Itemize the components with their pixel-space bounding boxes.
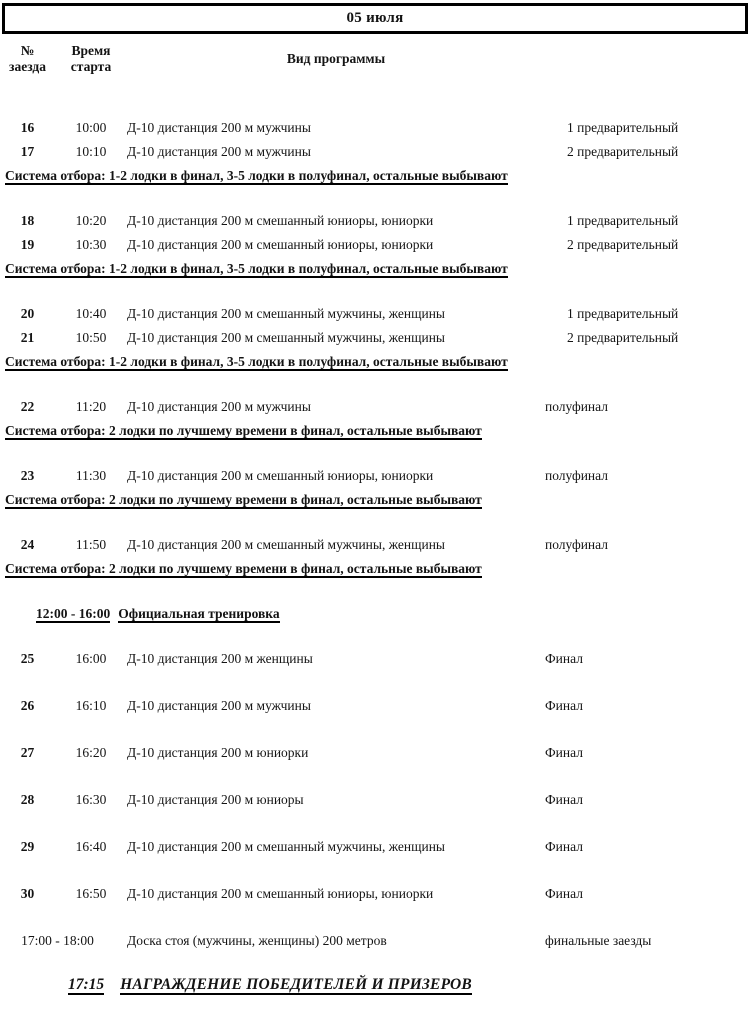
awards-row [68,972,750,1000]
race-row [0,116,750,140]
race-start-time: 16:10 [75,698,107,713]
selection-rule-text: Система отбора: 1-2 лодки в финал, 3-5 лодки в полуфинал, остальные выбывают [5,261,508,276]
race-start-time: 10:40 [75,306,107,321]
race-row [0,209,750,233]
race-start-time: 10:00 [75,120,107,135]
column-header-spacer [545,43,750,75]
race-start-time: 10:50 [75,330,107,345]
race-event: Д-10 дистанция 200 м юниорки [127,745,309,760]
schedule-section [0,972,750,1000]
race-event: Д-10 дистанция 200 м мужчины [127,144,311,159]
race-number: 21 [20,330,35,345]
race-event: Д-10 дистанция 200 м смешанный мужчины, женщины [127,839,446,854]
race-event: Д-10 дистанция 200 м смешанный мужчины, женщины [127,306,446,321]
race-event: Д-10 дистанция 200 м мужчины [127,698,311,713]
race-stage: 2 предварительный [567,330,679,345]
extra-event-row [0,929,750,953]
race-stage: полуфинал [545,399,608,414]
selection-rule [5,557,750,583]
extra-event-name: Доска стоя (мужчины, женщины) 200 метров [127,933,387,948]
race-number: 20 [20,306,35,321]
schedule-section [0,882,750,906]
training-row [0,602,750,628]
race-stage: 1 предварительный [567,306,679,321]
schedule-section [0,116,750,190]
race-start-time: 16:30 [75,792,107,807]
schedule-section [0,741,750,765]
selection-rule [5,257,750,283]
extra-event-stage: финальные заезды [545,933,652,948]
selection-rule [5,419,750,445]
race-row [0,464,750,488]
race-start-time: 16:40 [75,839,107,854]
race-number: 29 [20,839,35,854]
race-event: Д-10 дистанция 200 м мужчины [127,120,311,135]
extra-event-time-range: 17:00 - 18:00 [21,933,94,948]
schedule-section [0,647,750,671]
race-start-time: 16:20 [75,745,107,760]
selection-rule [5,350,750,376]
race-stage: Финал [545,745,583,760]
race-stage: 1 предварительный [567,120,679,135]
selection-rule-text: Система отбора: 1-2 лодки в финал, 3-5 лодки в полуфинал, остальные выбывают [5,168,508,183]
column-header-start-time: Время старта [70,43,112,74]
race-stage: 2 предварительный [567,237,679,252]
race-number: 28 [20,792,35,807]
race-event: Д-10 дистанция 200 м женщины [127,651,313,666]
schedule-sections [0,116,750,1000]
race-start-time: 11:30 [75,468,107,483]
race-event: Д-10 дистанция 200 м смешанный юниоры, юниорки [127,886,434,901]
race-row [0,533,750,557]
race-stage: Финал [545,792,583,807]
race-number: 25 [20,651,35,666]
race-row [0,140,750,164]
race-event: Д-10 дистанция 200 м мужчины [127,399,311,414]
date-title: 05 июля [346,10,404,26]
race-stage: 1 предварительный [567,213,679,228]
race-number: 19 [20,237,35,252]
race-start-time: 16:50 [75,886,107,901]
race-start-time: 10:20 [75,213,107,228]
selection-rule-text: Система отбора: 2 лодки по лучшему времени в финал, остальные выбывают [5,561,482,576]
selection-rule-text: Система отбора: 2 лодки по лучшему времени в финал, остальные выбывают [5,492,482,507]
race-stage: Финал [545,839,583,854]
schedule-section [0,835,750,859]
date-header-box [2,3,748,34]
schedule-section [0,602,750,628]
race-event: Д-10 дистанция 200 м юниоры [127,792,304,807]
race-row [0,788,750,812]
column-header-program: Вид программы [286,51,386,66]
race-stage: полуфинал [545,468,608,483]
race-number: 24 [20,537,35,552]
awards-title: НАГРАЖДЕНИЕ ПОБЕДИТЕЛЕЙ И ПРИЗЕРОВ [120,976,472,993]
race-number: 27 [20,745,35,760]
race-number: 22 [20,399,35,414]
schedule-section [0,533,750,583]
training-time-range: 12:00 - 16:00 [36,606,111,621]
race-stage: Финал [545,886,583,901]
schedule-section [0,929,750,953]
column-header-race-number: № заезда [9,43,46,74]
race-start-time: 16:00 [75,651,107,666]
race-row [0,395,750,419]
race-stage: 2 предварительный [567,144,679,159]
race-start-time: 10:10 [75,144,107,159]
selection-rule [5,164,750,190]
race-stage: Финал [545,698,583,713]
race-row [0,302,750,326]
race-start-time: 11:50 [75,537,107,552]
selection-rule [5,488,750,514]
race-number: 26 [20,698,35,713]
table-column-headers [0,43,750,75]
race-row [0,835,750,859]
race-row [0,741,750,765]
selection-rule-text: Система отбора: 2 лодки по лучшему времени в финал, остальные выбывают [5,423,482,438]
race-event: Д-10 дистанция 200 м смешанный мужчины, женщины [127,330,446,345]
training-label: Официальная тренировка [118,606,280,621]
race-number: 18 [20,213,35,228]
schedule-section [0,694,750,718]
race-row [0,694,750,718]
schedule-section [0,302,750,376]
schedule-section [0,395,750,445]
awards-time: 17:15 [68,976,105,993]
race-event: Д-10 дистанция 200 м смешанный юниоры, юниорки [127,237,434,252]
selection-rule-text: Система отбора: 1-2 лодки в финал, 3-5 лодки в полуфинал, остальные выбывают [5,354,508,369]
race-number: 17 [20,144,35,159]
race-number: 16 [20,120,35,135]
race-event: Д-10 дистанция 200 м смешанный юниоры, юниорки [127,213,434,228]
schedule-section [0,464,750,514]
race-event: Д-10 дистанция 200 м смешанный мужчины, женщины [127,537,446,552]
race-start-time: 11:20 [75,399,107,414]
race-stage: Финал [545,651,583,666]
race-number: 30 [20,886,35,901]
race-event: Д-10 дистанция 200 м смешанный юниоры, юниорки [127,468,434,483]
race-row [0,326,750,350]
race-stage: полуфинал [545,537,608,552]
schedule-section [0,788,750,812]
schedule-section [0,209,750,283]
race-number: 23 [20,468,35,483]
race-row [0,647,750,671]
race-row [0,233,750,257]
race-start-time: 10:30 [75,237,107,252]
race-row [0,882,750,906]
